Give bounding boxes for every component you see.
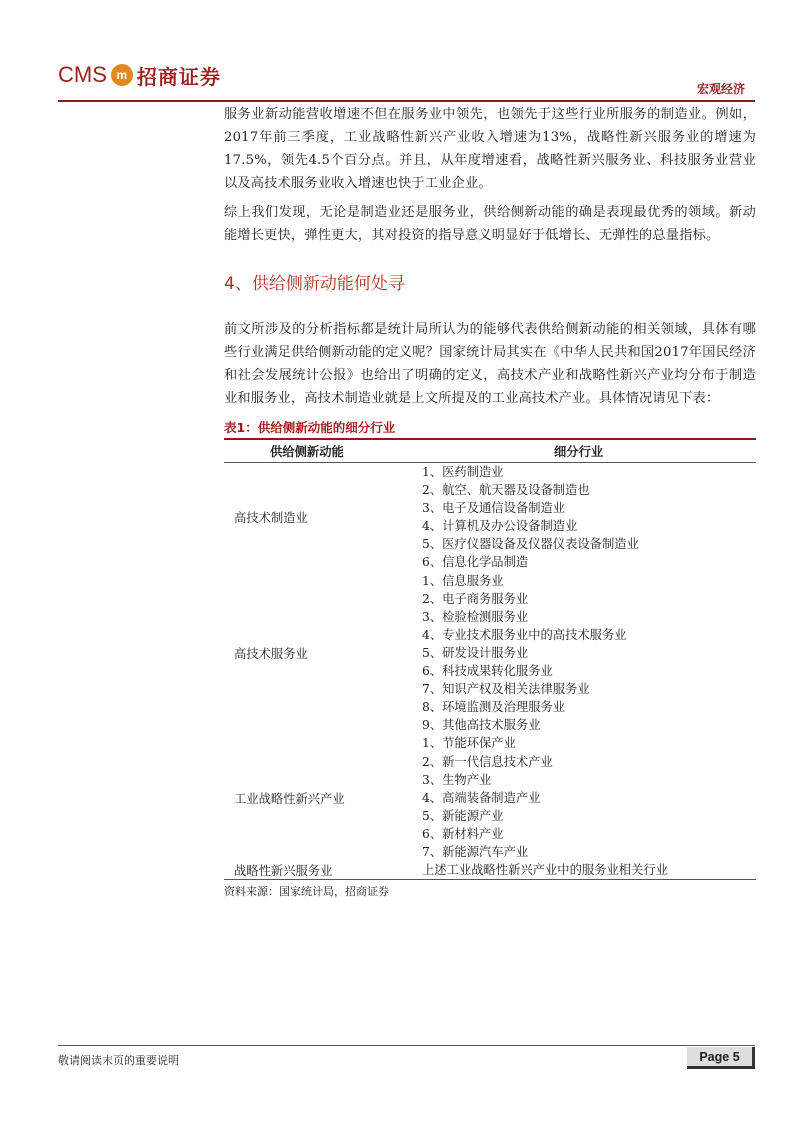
table-header-category: 供给侧新动能 (224, 440, 422, 463)
table-source: 资料来源：国家统计局，招商证券 (224, 885, 389, 899)
industry-item: 4、计算机及办公设备制造业 (422, 519, 578, 534)
industry-item: 1、医药制造业 (422, 465, 504, 479)
section-title: 4、供给侧新动能何处寻 (224, 274, 405, 294)
industry-item: 5、新能源产业 (422, 808, 504, 823)
industry-item: 7、新能源汽车产业 (422, 844, 529, 859)
industry-item: 2、新一代信息技术产业 (422, 754, 553, 769)
paragraph-1: 服务业新动能营收增速不但在服务业中领先，也领先于这些行业所服务的制造业。例如，2017年前三季度，工业战略性新兴产业收入增速为13%，战略性新兴服务业的增速为17.5%，领先4.5个百分点。并且，从年度增速看，战略性新兴服务业、科技服务业营业以及高技术服务业收入增速也快于工业企业。 (224, 107, 756, 191)
table-row (224, 572, 756, 735)
paragraph-3: 前文所涉及的分析指标都是统计局所认为的能够代表供给侧新动能的相关领域，具体有哪些行业满足供给侧新动能的定义呢？国家统计局其实在《中华人民共和国2017年国民经济和社会发展统计公报》也给出了明确的定义，高技术产业和战略性新兴产业均分布于制造业和服务业，高技术制造业就是上文所提及的工业高技术产业。具体情况请见下表： (224, 322, 756, 406)
industry-item: 6、科技成果转化服务业 (422, 664, 553, 679)
industry-item: 3、检验检测服务业 (422, 609, 529, 624)
table-cell-industries (422, 463, 756, 572)
industry-item: 3、生物产业 (422, 772, 492, 787)
section-label: 宏观经济 (696, 82, 745, 96)
company-logo (58, 60, 221, 90)
table-cell-category: 战略性新兴服务业 (224, 861, 422, 880)
industry-item: 1、信息服务业 (422, 573, 504, 588)
paragraph-2: 综上我们发现，无论是制造业还是服务业，供给侧新动能的确是表现最优秀的领域。新动能增长更快，弹性更大，其对投资的指导意义明显好于低增长、无弹性的总量指标。 (224, 205, 756, 243)
page-number: Page 5 (687, 1047, 755, 1069)
industry-item: 6、新材料产业 (422, 826, 504, 841)
industry-item: 上述工业战略性新兴产业中的服务业相关行业 (422, 863, 668, 878)
table-title: 表1：供给侧新动能的细分行业 (224, 418, 756, 440)
footer-disclaimer: 敬请阅读末页的重要说明 (58, 1054, 179, 1067)
industry-item: 8、环境监测及治理服务业 (422, 700, 566, 715)
industry-item: 3、电子及通信设备制造业 (422, 501, 566, 516)
table-row (224, 463, 756, 572)
table-row (224, 861, 756, 880)
table-row (224, 734, 756, 861)
table-cell-category: 高技术制造业 (234, 511, 308, 526)
industry-item: 1、节能环保产业 (422, 736, 516, 751)
industry-item: 4、高端装备制造产业 (422, 790, 541, 805)
industry-item: 5、医疗仪器设备及仪器仪表设备制造业 (422, 537, 639, 552)
logo-mark-icon: m (111, 64, 133, 86)
industry-item: 2、电子商务服务业 (422, 591, 529, 606)
header-divider (58, 100, 755, 102)
table-cell-industries (422, 572, 756, 735)
industry-item: 7、知识产权及相关法律服务业 (422, 682, 590, 697)
main-content (224, 103, 756, 899)
footer-divider (58, 1045, 755, 1046)
table-cell-industries (422, 734, 756, 861)
industry-item: 9、其他高技术服务业 (422, 718, 541, 733)
table-cell-category: 高技术服务业 (234, 646, 308, 661)
table-cell-industries (422, 861, 756, 880)
industry-item: 2、航空、航天器及设备制造也 (422, 483, 590, 498)
industry-item: 4、专业技术服务业中的高技术服务业 (422, 627, 627, 642)
table-header-row (224, 440, 756, 463)
industry-item: 5、研发设计服务业 (422, 645, 529, 660)
logo-cms-text: CMS (58, 62, 107, 87)
industry-item: 6、信息化学品制造 (422, 555, 529, 570)
table-header-industries: 细分行业 (422, 440, 756, 463)
industry-table (224, 440, 756, 880)
logo-chinese-name: 招商证券 (136, 64, 221, 89)
table-cell-category: 工业战略性新兴产业 (234, 791, 345, 806)
